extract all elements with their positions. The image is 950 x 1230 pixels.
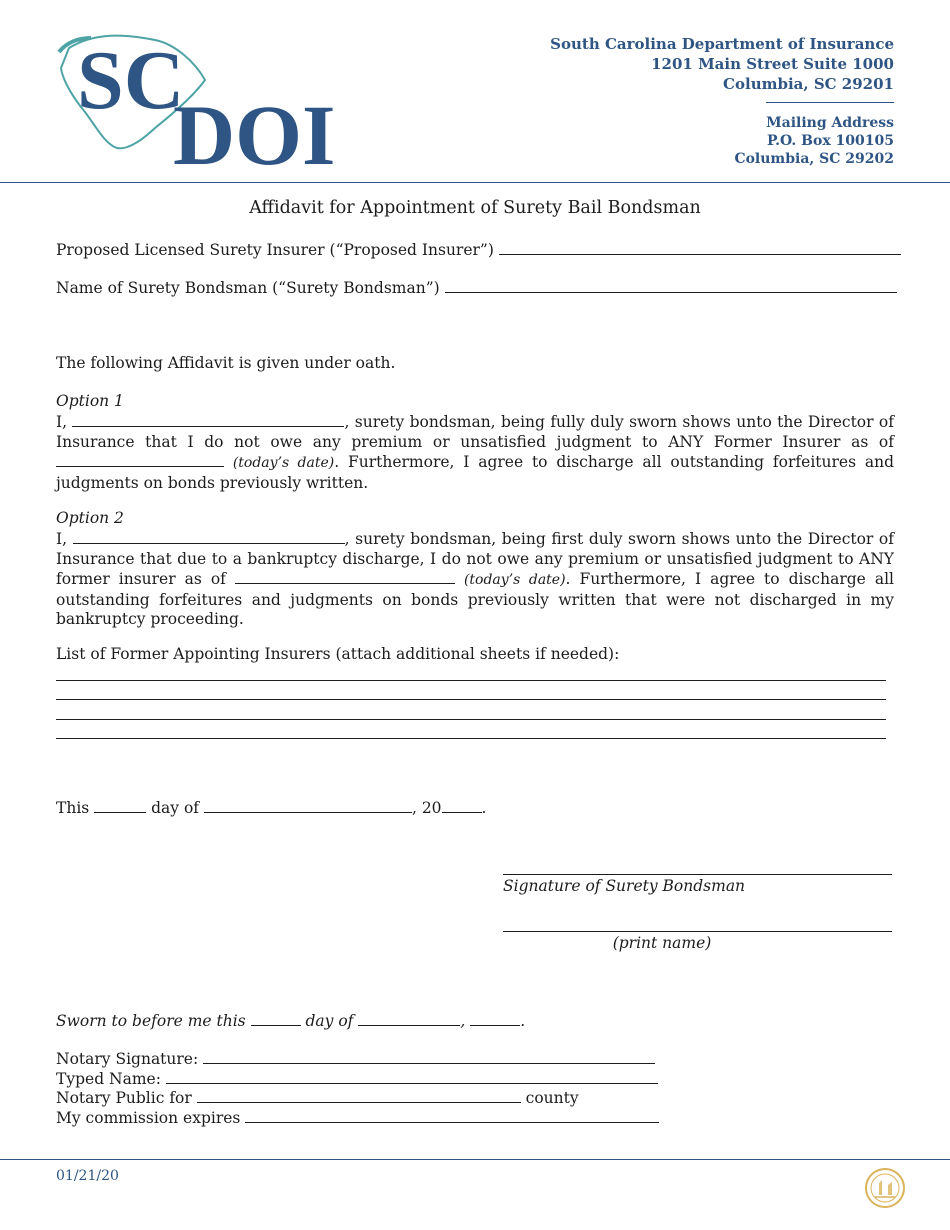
bondsman-label: Name of Surety Bondsman (“Surety Bondsman”): [56, 279, 440, 297]
sworn-line: Sworn to before me this day of , .: [56, 1012, 526, 1030]
option2-name-field[interactable]: [73, 529, 345, 544]
print-name-label: (print name): [612, 934, 712, 952]
option1-name-field[interactable]: [72, 412, 344, 427]
commission-row: [56, 1108, 659, 1128]
bondsman-row: [56, 278, 897, 298]
form-title: Affidavit for Appointment of Surety Bail Bondsman: [249, 198, 701, 218]
option2-date-field[interactable]: [235, 569, 455, 584]
former-insurer-line[interactable]: [56, 738, 886, 739]
logo-sc: SC: [77, 34, 185, 127]
option2-heading: Option 2: [56, 509, 124, 527]
day-field[interactable]: [94, 798, 146, 813]
scdoi-logo: [55, 32, 355, 172]
sworn-month-field[interactable]: [358, 1011, 460, 1026]
former-insurers-label: List of Former Appointing Insurers (attach additional sheets if needed):: [56, 645, 620, 663]
oath-statement: The following Affidavit is given under oath.: [56, 354, 396, 372]
print-name-line[interactable]: [503, 931, 892, 932]
notary-signature-field[interactable]: [203, 1049, 655, 1064]
mailing-label: Mailing Address: [766, 115, 894, 131]
county-label: county: [525, 1089, 579, 1107]
header-rule: [0, 182, 950, 183]
logo-doi: DOI: [173, 87, 336, 172]
option1-heading: Option 1: [56, 392, 124, 410]
insurer-field[interactable]: [499, 240, 901, 255]
address-divider: [766, 102, 894, 103]
notary-public-row: [56, 1088, 579, 1108]
option1-text: I, , surety bondsman, being fully duly sworn shows unto the Director of Insurance that I do not owe any premium or unsatisfied judgment to ANY Former Insurer as of (today’s date). Furthermore, I agree to discharge all outstanding forfeitures and judgments on bonds previously written.: [56, 413, 894, 492]
agency-street: 1201 Main Street Suite 1000: [651, 55, 894, 73]
notary-signature-label: Notary Signature:: [56, 1050, 199, 1068]
typed-name-field[interactable]: [166, 1069, 658, 1084]
option2-date-hint: (today’s date): [463, 572, 566, 588]
commission-field[interactable]: [245, 1108, 659, 1123]
mailing-po-box: P.O. Box 100105: [766, 133, 894, 149]
option1-date-hint: (today’s date): [232, 455, 335, 471]
notary-county-field[interactable]: [197, 1088, 521, 1103]
agency-name: South Carolina Department of Insurance: [550, 35, 894, 53]
insurer-row: [56, 240, 901, 260]
month-field[interactable]: [204, 798, 412, 813]
option2-text: I, , surety bondsman, being first duly sworn shows unto the Director of Insurance that due to a bankruptcy discharge, I do not owe any premium or unsatisfied judgment to ANY former insurer as of (today’s date). Furthermore, I agree to discharge all outstanding forfeitures and judgments on bonds previously written that were not discharged in my bankruptcy proceeding.: [56, 530, 894, 628]
option1-date-field[interactable]: [56, 452, 224, 467]
bondsman-field[interactable]: [445, 278, 897, 293]
notary-public-label: Notary Public for: [56, 1089, 192, 1107]
date-line: This day of , 20 .: [56, 799, 487, 817]
footer-rule: [0, 1159, 950, 1160]
former-insurer-line[interactable]: [56, 719, 886, 720]
year-field[interactable]: [442, 798, 482, 813]
insurer-label: Proposed Licensed Surety Insurer (“Proposed Insurer”): [56, 241, 494, 259]
sworn-day-field[interactable]: [251, 1011, 301, 1026]
signature-label: Signature of Surety Bondsman: [503, 877, 746, 895]
commission-label: My commission expires: [56, 1109, 241, 1127]
notary-signature-row: [56, 1049, 655, 1069]
revision-date: 01/21/20: [56, 1168, 119, 1184]
agency-address: [550, 34, 894, 168]
signature-line[interactable]: [503, 874, 892, 875]
former-insurer-line[interactable]: [56, 680, 886, 681]
sworn-year-field[interactable]: [470, 1011, 520, 1026]
typed-name-row: [56, 1069, 658, 1089]
agency-city: Columbia, SC 29201: [723, 75, 894, 93]
state-seal-icon: [864, 1167, 906, 1209]
mailing-city: Columbia, SC 29202: [734, 151, 894, 167]
former-insurer-line[interactable]: [56, 699, 886, 700]
typed-name-label: Typed Name:: [56, 1070, 161, 1088]
